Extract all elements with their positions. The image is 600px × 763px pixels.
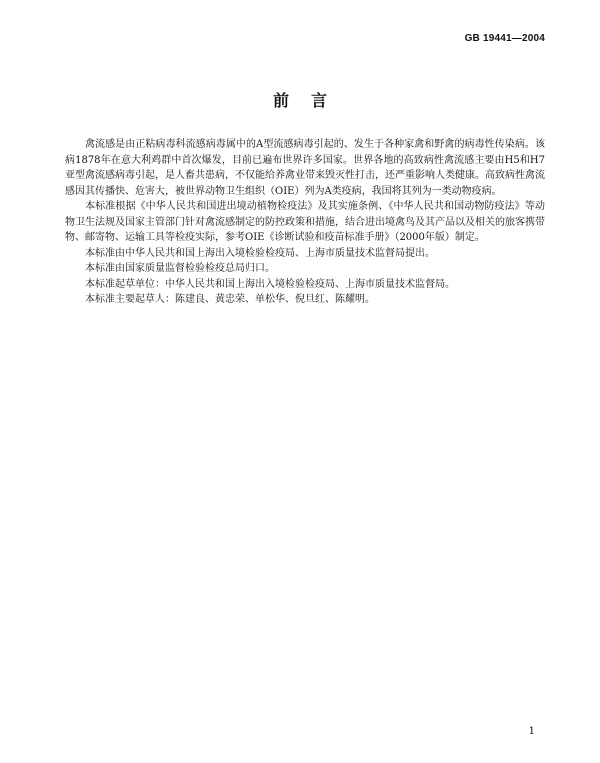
document-body [65,137,545,308]
paragraph-basis: 本标准根据《中华人民共和国进出境动植物检疫法》及其实施条例、《中华人民共和国动物防疫法》等动物卫生法规及国家主管部门针对禽流感制定的防控政策和措施，结合进出境禽鸟及其产品以及相关的旅客携带物、邮寄物、运输工具等检疫实际，参考OIE《诊断试验和疫苗标准手册》（2000年版）制定。 [65,201,545,243]
paragraph-drafting-unit: 本标准起草单位：中华人民共和国上海出入境检验检疫局、上海市质量技术监督局。 [85,278,455,290]
paragraph-drafters: 本标准主要起草人：陈建良、黄忠荣、单松华、倪旦红、陈耀明。 [85,294,375,305]
standard-code: GB 19441—2004 [464,33,545,44]
paragraph-centralized: 本标准由国家质量监督检验检疫总局归口。 [85,263,275,274]
page-title: 前言 [272,91,349,110]
paragraph-intro: 禽流感是由正粘病毒科流感病毒属中的A型流感病毒引起的、发生于各种家禽和野禽的病毒性传染病。该病1878年在意大利鸡群中首次爆发，目前已遍布世界许多国家。世界各地的高致病性禽流感主要由H5和H7亚型禽流感病毒引起，是人畜共患病，不仅能给养禽业带来毁灭性打击，还严重影响人类健康。高致病性禽流感因其传播快、危害大，被世界动物卫生组织（OIE）列为A类疫病，我国将其列为一类动物疫病。 [65,139,545,197]
paragraph-proposer: 本标准由中华人民共和国上海出入境检验检疫局、上海市质量技术监督局提出。 [85,247,435,259]
page-number: 1 [528,726,535,737]
